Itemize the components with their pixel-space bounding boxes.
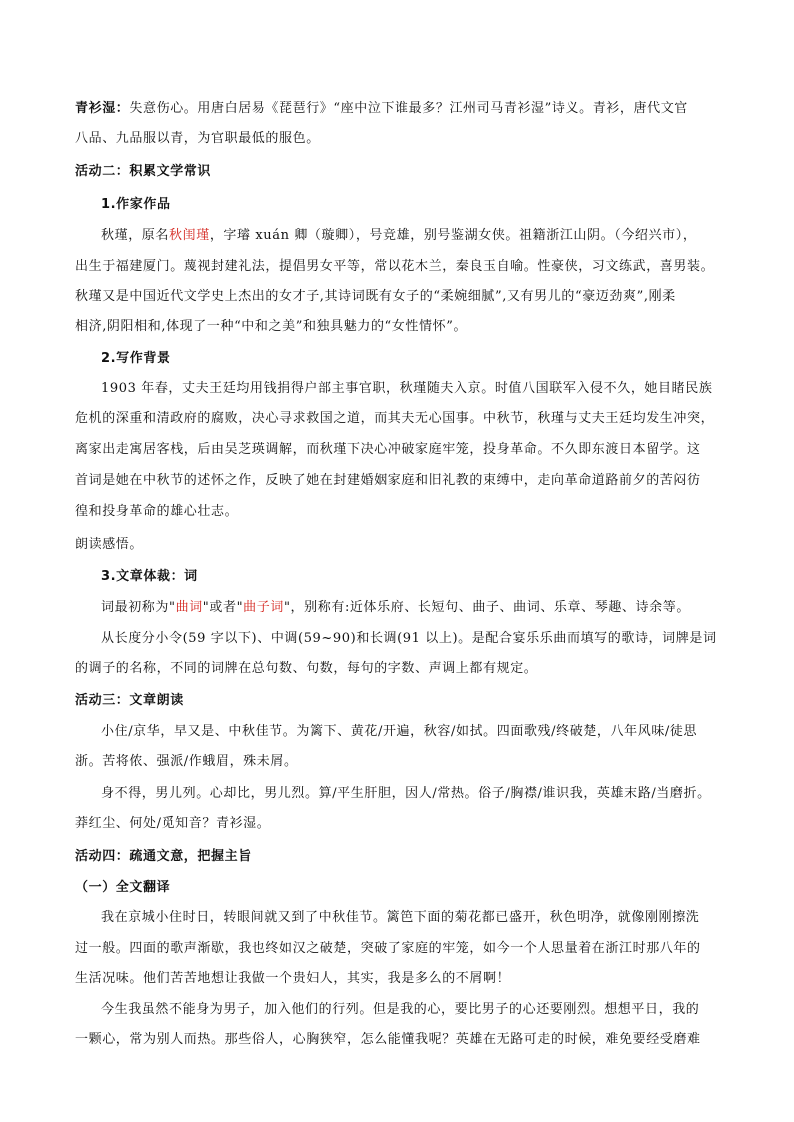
poem-line3: 身不得，男儿列。心却比，男儿烈。算/平生肝胆，因人/常热。俗子/胸襟/谁识我，英雄末路/当磨折。 (101, 786, 711, 801)
subheading-translation: （一）全文翻译 (75, 880, 171, 895)
background-line4: 首词是她在中秋节的述怀之作，反映了她在封建婚姻家庭和旧礼教的束缚中，走向革命道路前夕的苦闷彷 (75, 473, 701, 488)
original-name-highlight: 秋闺瑾 (169, 228, 210, 243)
poem-line2: 浙。苦将侬、强派/作蛾眉，殊未屑。 (75, 754, 298, 769)
background-line5: 徨和投身革命的雄心壮志。 (75, 504, 239, 519)
author-line1: 秋瑾，原名秋闺瑾，字璿 xuán 卿（璇卿），号竞雄，别号鉴湖女侠。祖籍浙江山阴。（今绍兴市）， (101, 228, 697, 243)
subheading-genre: 3.文章体裁：词 (101, 569, 198, 584)
poem-line1: 小住/京华，早又是、中秋佳节。为篱下、黄花/开遍，秋容/如拭。四面歌残/终破楚，八年风味/徒思 (101, 724, 698, 739)
recite-note: 朗读感悟。 (75, 537, 144, 552)
poem-line4: 莽红尘、何处/觅知音？青衫湿。 (75, 816, 271, 831)
background-line2: 危机的深重和清政府的腐败，决心寻求救国之道，而其夫无心国事。中秋节，秋瑾与丈夫王廷均发生冲突， (75, 411, 715, 426)
qingshan-paragraph-line1: 青衫湿：失意伤心。用唐白居易《琵琶行》“座中泣下谁最多？江州司马青衫湿”诗义。青衫，唐代文官 (75, 101, 688, 116)
term-quzici-highlight: 曲子词 (243, 600, 284, 615)
genre-line2: 从长度分小令(59 字以下)、中调(59~90)和长调(91 以上)。是配合宴乐乐曲而填写的歌诗，词牌是词 (101, 631, 717, 646)
translation-line2: 过一般。四面的歌声渐歇，我也终如汉之破楚，突破了家庭的牢笼，如今一个人思量着在浙江时那八年的 (75, 941, 701, 956)
heading-activity4: 活动四：疏通文意，把握主旨 (75, 849, 252, 864)
genre-line1: 词最初称为"曲词"或者"曲子词"，别称有:近体乐府、长短句、曲子、曲词、乐章、琴趣、诗余等。 (101, 600, 690, 615)
term-quci-highlight: 曲词 (175, 600, 203, 615)
subheading-author: 1.作家作品 (101, 197, 171, 212)
genre-line3: 的调子的名称，不同的词牌在总句数、句数，每句的字数、声调上都有规定。 (75, 661, 538, 676)
subheading-background: 2.写作背景 (101, 351, 171, 366)
translation-line4: 今生我虽然不能身为男子，加入他们的行列。但是我的心，要比男子的心还要刚烈。想想平日，我的 (101, 1002, 700, 1017)
author-line4: 相济,阴阳相和,体现了一种“中和之美”和独具魅力的“女性情怀”。 (75, 319, 468, 334)
term-qingshan: 青衫湿： (75, 101, 130, 116)
heading-activity3: 活动三：文章朗读 (75, 693, 184, 708)
author-line2: 出生于福建厦门。蔑视封建礼法，提倡男女平等，常以花木兰，秦良玉自喻。性豪侠，习文练武，喜男装。 (75, 259, 715, 274)
background-line3: 离家出走寓居客栈，后由吴芝瑛调解，而秋瑾下决心冲破家庭牢笼，投身革命。不久即东渡日本留学。这 (75, 442, 701, 457)
heading-activity2: 活动二：积累文学常识 (75, 164, 212, 179)
author-line3: 秋瑾又是中国近代文学史上杰出的女才子,其诗词既有女子的“柔婉细腻”,又有男儿的“豪迈劲爽”,刚柔 (75, 289, 676, 304)
qingshan-paragraph-line2: 八品、九品服以青，为官职最低的服色。 (75, 131, 320, 146)
background-line1: 1903 年春，丈夫王廷均用钱捐得户部主事官职，秋瑾随夫入京。时值八国联军入侵不久，她目睹民族 (101, 381, 713, 396)
translation-line3: 生活况味。他们苦苦地想让我做一个贵妇人，其实，我是多么的不屑啊！ (75, 971, 511, 986)
translation-line1: 我在京城小住时日，转眼间就又到了中秋佳节。篱笆下面的菊花都已盛开，秋色明净，就像刚刚擦洗 (101, 910, 700, 925)
translation-line5: 一颗心，常为别人而热。那些俗人，心胸狭窄，怎么能懂我呢？英雄在无路可走的时候，难免要经受磨难 (75, 1032, 701, 1047)
